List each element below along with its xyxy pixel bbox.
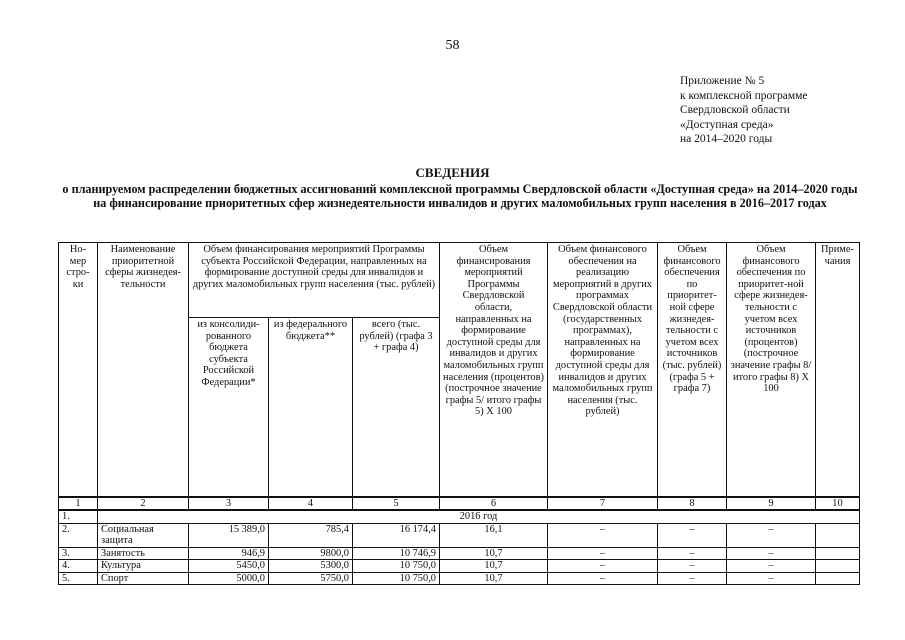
all-sources-amount-value: – bbox=[658, 560, 727, 573]
appendix-line: на 2014–2020 годы bbox=[680, 133, 773, 145]
all-sources-percent-value: – bbox=[727, 523, 816, 547]
table-row bbox=[59, 572, 860, 585]
other-programs-value: – bbox=[548, 523, 658, 547]
column-number: 7 bbox=[548, 497, 658, 510]
notes-value bbox=[816, 547, 860, 560]
appendix-line: «Доступная среда» bbox=[680, 118, 774, 131]
row-number: 3. bbox=[59, 547, 98, 560]
header-other-programs: Объем финансового обеспечения на реализацию мероприятий в других программах Свердловской области (государственных программах), направленных на формирование доступной среды для инвалидов и других маломобильных групп населения (тыс. рублей) bbox=[548, 243, 658, 498]
total-value: 10 750,0 bbox=[353, 560, 440, 573]
column-number: 10 bbox=[816, 497, 860, 510]
notes-value bbox=[816, 572, 860, 585]
regional-budget-value: 15 389,0 bbox=[189, 523, 269, 547]
column-number: 8 bbox=[658, 497, 727, 510]
table-row bbox=[59, 523, 860, 547]
appendix-note bbox=[680, 74, 808, 147]
total-value: 10 750,0 bbox=[353, 572, 440, 585]
row-number: 1. bbox=[59, 510, 98, 523]
sphere-name: Культура bbox=[98, 560, 189, 573]
column-numbers-row bbox=[59, 497, 860, 510]
percent-value: 10,7 bbox=[440, 547, 548, 560]
percent-value: 10,7 bbox=[440, 560, 548, 573]
column-number: 2 bbox=[98, 497, 189, 510]
header-program-funding: Объем финансирования мероприятий Программы субъекта Российской Федерации, направленных на формирование доступной среды для инвалидов и других маломобильных групп населения (тыс. рублей) bbox=[189, 243, 440, 318]
federal-budget-value: 5300,0 bbox=[269, 560, 353, 573]
percent-value: 16,1 bbox=[440, 523, 548, 547]
appendix-line: Приложение № 5 bbox=[680, 75, 765, 87]
other-programs-value: – bbox=[548, 547, 658, 560]
header-row-number: Но-мер стро-ки bbox=[59, 243, 98, 498]
header-total: всего (тыс. рублей) (графа 3 + графа 4) bbox=[353, 318, 440, 498]
percent-value: 10,7 bbox=[440, 572, 548, 585]
column-number: 6 bbox=[440, 497, 548, 510]
column-number: 4 bbox=[269, 497, 353, 510]
document-subtitle: о планируемом распределении бюджетных ассигнований комплексной программы Свердловской области «Доступная среда» на 2014–2020 годы на финансирование приоритетных сфер жизнедеятельности инвалидов и других маломобильных групп населения в 2016–2017 годах bbox=[62, 182, 858, 210]
row-number: 5. bbox=[59, 572, 98, 585]
header-sphere-name: Наименование приоритетной сферы жизнедея-тельности bbox=[98, 243, 189, 498]
all-sources-percent-value: – bbox=[727, 572, 816, 585]
header-percent-share: Объем финансирования мероприятий Программы Свердловской области, направленных на формирование доступной среды для инвалидов и других маломобильных групп населения (процентов) (построчное значение графы 5/ итого графы 5) X 100 bbox=[440, 243, 548, 498]
total-value: 10 746,9 bbox=[353, 547, 440, 560]
federal-budget-value: 5750,0 bbox=[269, 572, 353, 585]
column-number: 3 bbox=[189, 497, 269, 510]
all-sources-percent-value: – bbox=[727, 560, 816, 573]
regional-budget-value: 5000,0 bbox=[189, 572, 269, 585]
notes-value bbox=[816, 560, 860, 573]
sphere-name: Занятость bbox=[98, 547, 189, 560]
column-number: 9 bbox=[727, 497, 816, 510]
total-value: 16 174,4 bbox=[353, 523, 440, 547]
all-sources-amount-value: – bbox=[658, 547, 727, 560]
year-row bbox=[59, 510, 860, 523]
regional-budget-value: 5450,0 bbox=[189, 560, 269, 573]
funding-table bbox=[58, 242, 860, 585]
all-sources-percent-value: – bbox=[727, 547, 816, 560]
row-number: 4. bbox=[59, 560, 98, 573]
federal-budget-value: 9800,0 bbox=[269, 547, 353, 560]
header-all-sources-percent: Объем финансового обеспечения по приоритет-ной сфере жизнедея-тельности с учетом всех источников (процентов) (построчное значение графы 8/ итого графы 8) X 100 bbox=[727, 243, 816, 498]
sphere-name: Социальная защита bbox=[98, 523, 189, 547]
all-sources-amount-value: – bbox=[658, 572, 727, 585]
header-all-sources-amount: Объем финансового обеспечения по приоритет-ной сфере жизнедея-тельности с учетом всех источников (тыс. рублей) (графа 5 + графа 7) bbox=[658, 243, 727, 498]
table-row bbox=[59, 560, 860, 573]
appendix-line: к комплексной программе bbox=[680, 89, 808, 102]
document-title: СВЕДЕНИЯ bbox=[415, 165, 490, 180]
header-notes: Приме-чания bbox=[816, 243, 860, 498]
federal-budget-value: 785,4 bbox=[269, 523, 353, 547]
column-number: 5 bbox=[353, 497, 440, 510]
all-sources-amount-value: – bbox=[658, 523, 727, 547]
regional-budget-value: 946,9 bbox=[189, 547, 269, 560]
other-programs-value: – bbox=[548, 572, 658, 585]
notes-value bbox=[816, 523, 860, 547]
table-row bbox=[59, 547, 860, 560]
header-federal-budget: из федерального бюджета** bbox=[269, 318, 353, 498]
page-number: 58 bbox=[445, 38, 460, 53]
other-programs-value: – bbox=[548, 560, 658, 573]
header-row bbox=[59, 243, 860, 318]
sphere-name: Спорт bbox=[98, 572, 189, 585]
column-number: 1 bbox=[59, 497, 98, 510]
year-label: 2016 год bbox=[98, 510, 860, 523]
header-regional-budget: из консолиди-рованного бюджета субъекта Российской Федерации* bbox=[189, 318, 269, 498]
appendix-line: Свердловской области bbox=[680, 104, 790, 116]
row-number: 2. bbox=[59, 523, 98, 547]
